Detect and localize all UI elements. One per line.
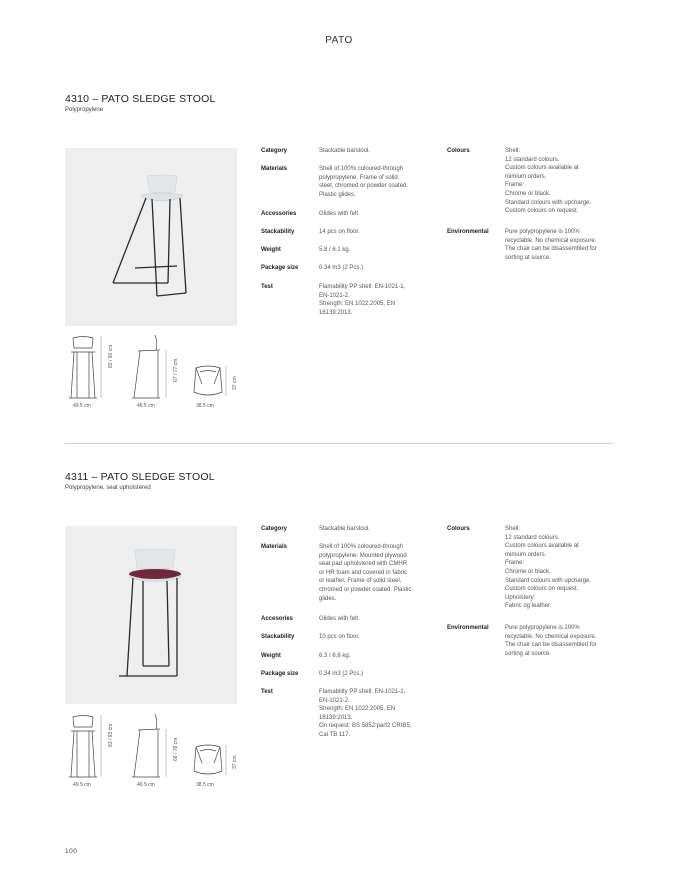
product-title: 4311 – PATO SLEDGE STOOL — [65, 471, 215, 483]
spec-value: Flamability PP shell: EN-1021-1, EN-1021-2. Strength: EN 1022:2005, EN 16139:2013. — [319, 284, 406, 316]
top-width-label: 38.5 cm — [196, 403, 214, 409]
product-title: 4310 – PATO SLEDGE STOOL — [65, 93, 216, 105]
spec-value: Flamability PP shell: EN-1021-1, EN-1021-2. Strength: EN 1022:2005, EN 16139:2013. On request: BS 5852:part2 CRIB5, Cal TB 117. — [319, 689, 412, 738]
spec-value: Stackable barstool. — [319, 526, 371, 532]
spec-value: Pure polypropylene is 100% recyclable. No chemical exposure. The chair can be disassembled for sorting at source. — [505, 625, 597, 657]
spec-label: Accesories — [261, 616, 294, 622]
front-height-label: 83 / 90 cm — [108, 344, 114, 368]
spec-label: Accessories — [261, 211, 297, 217]
product-photo — [65, 526, 237, 704]
spec-value: Shell of 100% coloured-through polypropylene. Mounted plywood seat pad upholstered with CMHR or HR foam and covered in fabric or leather. Frame of solid steel, chromed or powder coated. Plastic glides. — [319, 544, 412, 602]
dimension-drawings — [65, 711, 255, 791]
spec-value: 5.8 / 6.1 kg. — [319, 247, 351, 253]
stool-image — [65, 148, 237, 326]
spec-label: Category — [261, 526, 288, 532]
side-height-label: 67 / 77 cm — [173, 358, 179, 382]
page-number: 100 — [65, 848, 78, 855]
spec-label: Test — [261, 284, 273, 290]
product-section-4311 — [0, 378, 678, 788]
spec-label: Stackability — [261, 229, 295, 235]
spec-value: Shell: 12 standard colours. Custom colours available at mimium orders. Frame: Chrome or black. Standard colours with upcharge. Custom colours on request. Upholstery: Fabric og leather. — [505, 526, 592, 610]
front-height-label: 83 / 93 cm — [108, 723, 114, 747]
product-section-4310 — [0, 0, 678, 409]
spec-value: Stackable barstool. — [319, 148, 371, 154]
spec-label: Environmental — [447, 229, 489, 235]
spec-value: 10 pcs on floor. — [319, 634, 360, 640]
spec-label: Materials — [261, 166, 288, 172]
spec-label: Environmental — [447, 625, 489, 631]
side-depth-label: 46.5 cm — [137, 403, 155, 409]
side-view-drawing — [130, 711, 170, 781]
page-header: PATO — [325, 35, 353, 46]
spec-label: Package size — [261, 265, 299, 271]
spec-label: Test — [261, 689, 273, 695]
spec-value: Glides with felt. — [319, 616, 360, 622]
stool-upholstered-image — [65, 526, 237, 704]
front-width-label: 49.5 cm — [73, 403, 91, 409]
top-depth-label: 37 cm — [232, 376, 238, 390]
spec-value: Glides with felt. — [319, 211, 360, 217]
top-view-drawing — [190, 741, 230, 781]
spec-label: Materials — [261, 544, 288, 550]
spec-label: Category — [261, 148, 288, 154]
specs-left — [261, 147, 441, 327]
spec-label: Colours — [447, 148, 470, 154]
front-view-drawing — [65, 711, 105, 781]
spec-value: 0.34 m3 (2 Pcs.) — [319, 265, 364, 271]
top-depth-label: 37 cm — [232, 755, 238, 769]
spec-value: Shell: 12 standard colours. Custom colours available at mimium orders. Frame: Chrome or black. Standard colours with upcharge. Custom colours on request. — [505, 148, 592, 215]
spec-value: 14 pcs on floor. — [319, 229, 360, 235]
product-subtitle: Polypropylene, seat upholstered — [65, 485, 151, 491]
product-subtitle: Polypropylene — [65, 107, 104, 113]
side-height-label: 68 / 78 cm — [173, 737, 179, 761]
specs-left — [261, 525, 441, 745]
specs-right — [447, 147, 627, 277]
spec-value: Shell of 100% coloured-through polypropylene. Frame of solid steel, chromed or powder coated. Plastic glides. — [319, 166, 409, 198]
spec-value: 6.3 / 6.6 kg. — [319, 653, 351, 659]
spec-label: Weight — [261, 653, 281, 659]
spec-label: Package size — [261, 671, 299, 677]
product-photo — [65, 148, 237, 326]
spec-label: Colours — [447, 526, 470, 532]
side-depth-label: 46.5 cm — [137, 782, 155, 788]
top-width-label: 38.5 cm — [196, 782, 214, 788]
spec-label: Weight — [261, 247, 281, 253]
spec-label: Stackability — [261, 634, 295, 640]
front-width-label: 49.5 cm — [73, 782, 91, 788]
spec-value: Pure polypropylene is 100% recyclable. No chemical exposure. The chair can be disassembled for sorting at source. — [505, 229, 597, 261]
spec-value: 0.34 m3 (2 Pcs.) — [319, 671, 364, 677]
specs-right — [447, 525, 627, 675]
